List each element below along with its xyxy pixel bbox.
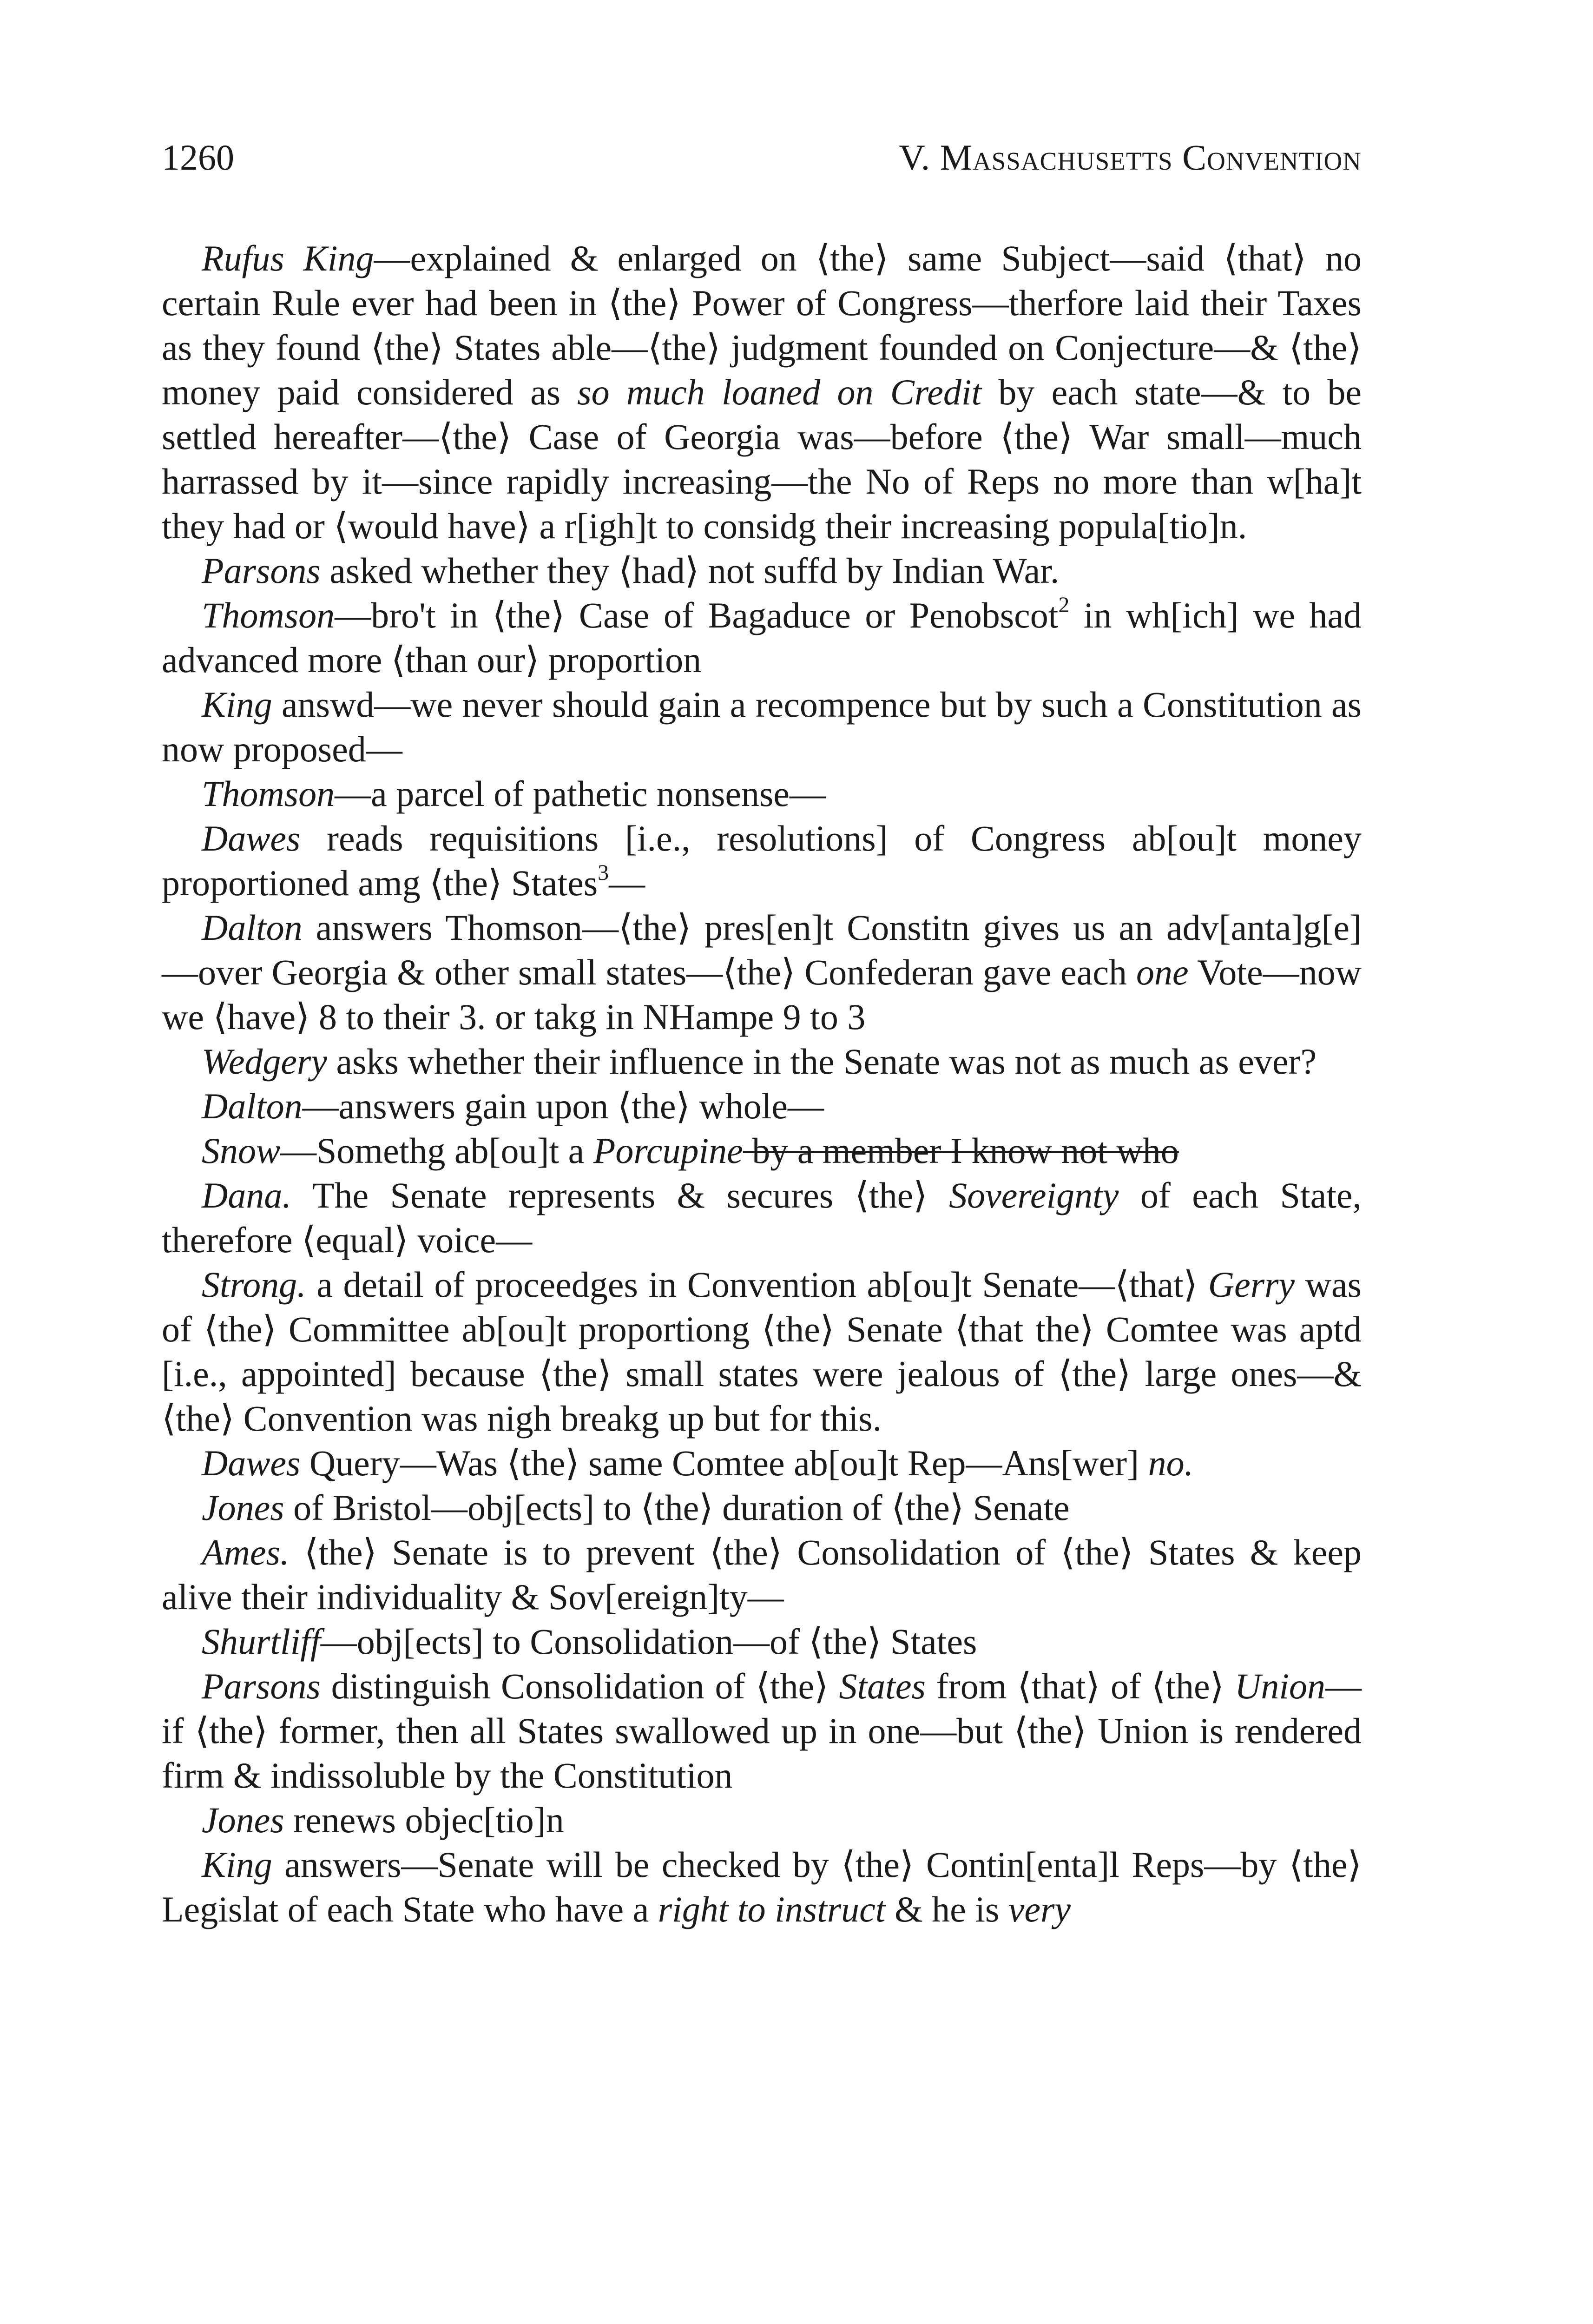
paragraph-text: was of ⟨the⟩ Committee ab[ou]t proportiong ⟨the⟩ Senate ⟨that the⟩ Comtee was aptd [i.e., appointed] because ⟨the⟩ small states were jealous of ⟨the⟩ large ones—& ⟨the⟩ Convention was nigh breakg up but for this. (162, 1264, 1362, 1439)
paragraph-text: asks whether their influence in the Senate was not as much as ever? (327, 1041, 1317, 1082)
speaker-name: Parsons (202, 550, 321, 591)
paragraph-text: by each state—& to be settled hereafter—⟨the⟩ Case of Georgia was—before ⟨the⟩ War small—much harrassed by it—since rapidly increasing—the No of Reps no more than w[ha]t they had or ⟨would have⟩ a r[igh]t to considg their increasing popula[tio]n. (162, 372, 1362, 546)
paragraph-dawes-2 (162, 1441, 1362, 1486)
speaker-name: Rufus King (202, 238, 374, 278)
paragraph-text: answd—we never should gain a recompence but by such a Constitution as now proposed— (162, 684, 1362, 769)
speaker-name: Shurtliff (202, 1621, 321, 1662)
paragraph-snow (162, 1129, 1362, 1173)
paragraph-text: —bro't in ⟨the⟩ Case of Bagaduce or Penobscot (335, 595, 1059, 635)
speaker-name: Ames. (202, 1532, 290, 1572)
footnote-marker: 2 (1058, 593, 1070, 617)
paragraph-text: —explained & enlarged on ⟨the⟩ same Subject—said ⟨that⟩ no certain Rule ever had been in ⟨the⟩ Power of Congress—therfore laid their Taxes as they found ⟨the⟩ States able—⟨the⟩ judgment founded on Conjecture—& ⟨the⟩ money paid considered as (162, 238, 1362, 412)
paragraph-king-2 (162, 682, 1362, 772)
paragraph-text: distinguish Consolidation of ⟨the⟩ (320, 1666, 839, 1706)
italic-phrase: Sovereignty (949, 1175, 1119, 1215)
page-number: 1260 (162, 137, 234, 178)
paragraph-strong (162, 1262, 1362, 1441)
paragraph-text: —answers gain upon ⟨the⟩ whole— (302, 1086, 824, 1126)
paragraph-text: asked whether they ⟨had⟩ not suffd by Indian War. (320, 550, 1060, 591)
speaker-name: Dalton (202, 1086, 303, 1126)
italic-phrase: no. (1148, 1443, 1194, 1483)
struck-text: by a member I know not who (743, 1130, 1179, 1171)
document-page (162, 139, 1362, 1932)
paragraph-text: of each State, therefore ⟨equal⟩ voice— (162, 1175, 1362, 1260)
paragraph-thomson-2 (162, 772, 1362, 816)
paragraph-text: in wh[ich] we had advanced more ⟨than our⟩ proportion (162, 595, 1362, 680)
paragraph-text: reads requisitions [i.e., resolutions] of Congress ab[ou]t money proportioned amg ⟨the⟩ States (162, 818, 1362, 903)
speaker-name: Thomson (202, 773, 335, 814)
paragraph-text: answers—Senate will be checked by ⟨the⟩ Contin[enta]l Reps—by ⟨the⟩ Legislat of each State who have a (162, 1844, 1362, 1929)
italic-phrase: Union (1235, 1666, 1326, 1706)
paragraph-ames (162, 1530, 1362, 1619)
paragraph-text: —a parcel of pathetic nonsense— (335, 773, 826, 814)
paragraph-jones-1 (162, 1486, 1362, 1530)
speaker-name: Thomson (202, 595, 335, 635)
paragraph-text: of Bristol—obj[ects] to ⟨the⟩ duration of ⟨the⟩ Senate (284, 1487, 1070, 1528)
paragraph-king-3 (162, 1842, 1362, 1932)
italic-phrase: Gerry (1208, 1264, 1295, 1305)
running-title: V. Massachusetts Convention (899, 137, 1362, 178)
italic-phrase: so much loaned on Credit (577, 372, 982, 412)
footnote-marker: 3 (598, 860, 609, 885)
paragraph-shurtliff (162, 1619, 1362, 1664)
paragraph-text: Query—Was ⟨the⟩ same Comtee ab[ou]t Rep—Ans[wer] (300, 1443, 1148, 1483)
paragraph-text: —Somethg ab[ou]t a (280, 1130, 593, 1171)
italic-phrase: States (839, 1666, 926, 1706)
body-text (162, 236, 1362, 1932)
paragraph-parsons-2 (162, 1664, 1362, 1798)
paragraph-dawes-1 (162, 816, 1362, 905)
paragraph-dalton-2 (162, 1084, 1362, 1129)
paragraph-text: — (609, 863, 645, 903)
speaker-name: Snow (202, 1130, 281, 1171)
paragraph-text: & he is (885, 1889, 1008, 1929)
paragraph-text: —if ⟨the⟩ former, then all States swallowed up in one—but ⟨the⟩ Union is rendered firm & indissoluble by the Constitution (162, 1666, 1362, 1796)
speaker-name: Dawes (202, 818, 301, 858)
paragraph-text: answers Thomson—⟨the⟩ pres[en]t Constitn gives us an adv[anta]g[e]—over Georgia & other small states—⟨the⟩ Confederan gave each (162, 907, 1362, 992)
paragraph-text: ⟨the⟩ Senate is to prevent ⟨the⟩ Consolidation of ⟨the⟩ States & keep alive their individuality & Sov[ereign]ty— (162, 1532, 1362, 1617)
italic-phrase: Porcupine (593, 1130, 743, 1171)
speaker-name: Wedgery (202, 1041, 328, 1082)
speaker-name: Jones (202, 1487, 284, 1528)
speaker-name: Jones (202, 1800, 284, 1840)
italic-phrase: one (1136, 952, 1189, 992)
paragraph-text: —obj[ects] to Consolidation—of ⟨the⟩ States (320, 1621, 977, 1662)
paragraph-wedgery (162, 1039, 1362, 1084)
paragraph-parsons-1 (162, 548, 1362, 593)
paragraph-jones-2 (162, 1798, 1362, 1842)
paragraph-text: Vote—now we ⟨have⟩ 8 to their 3. or takg in NHampe 9 to 3 (162, 952, 1362, 1037)
italic-phrase: very (1008, 1889, 1071, 1929)
paragraph-text: renews objec[tio]n (284, 1800, 564, 1840)
paragraph-text: from ⟨that⟩ of ⟨the⟩ (925, 1666, 1235, 1706)
speaker-name: Dalton (202, 907, 303, 948)
speaker-name: King (202, 684, 272, 725)
speaker-name: King (202, 1844, 272, 1885)
speaker-name: Parsons (202, 1666, 321, 1706)
paragraph-text: The Senate represents & secures ⟨the⟩ (291, 1175, 949, 1215)
speaker-name: Strong. (202, 1264, 306, 1305)
paragraph-dalton-1 (162, 905, 1362, 1039)
speaker-name: Dana. (202, 1175, 291, 1215)
italic-phrase: right to instruct (658, 1889, 886, 1929)
paragraph-text: a detail of proceedges in Convention ab[ou]t Senate—⟨that⟩ (306, 1264, 1208, 1305)
paragraph-king-1 (162, 236, 1362, 548)
paragraph-dana (162, 1173, 1362, 1262)
running-head (162, 139, 1362, 176)
paragraph-thomson-1 (162, 593, 1362, 682)
speaker-name: Dawes (202, 1443, 301, 1483)
